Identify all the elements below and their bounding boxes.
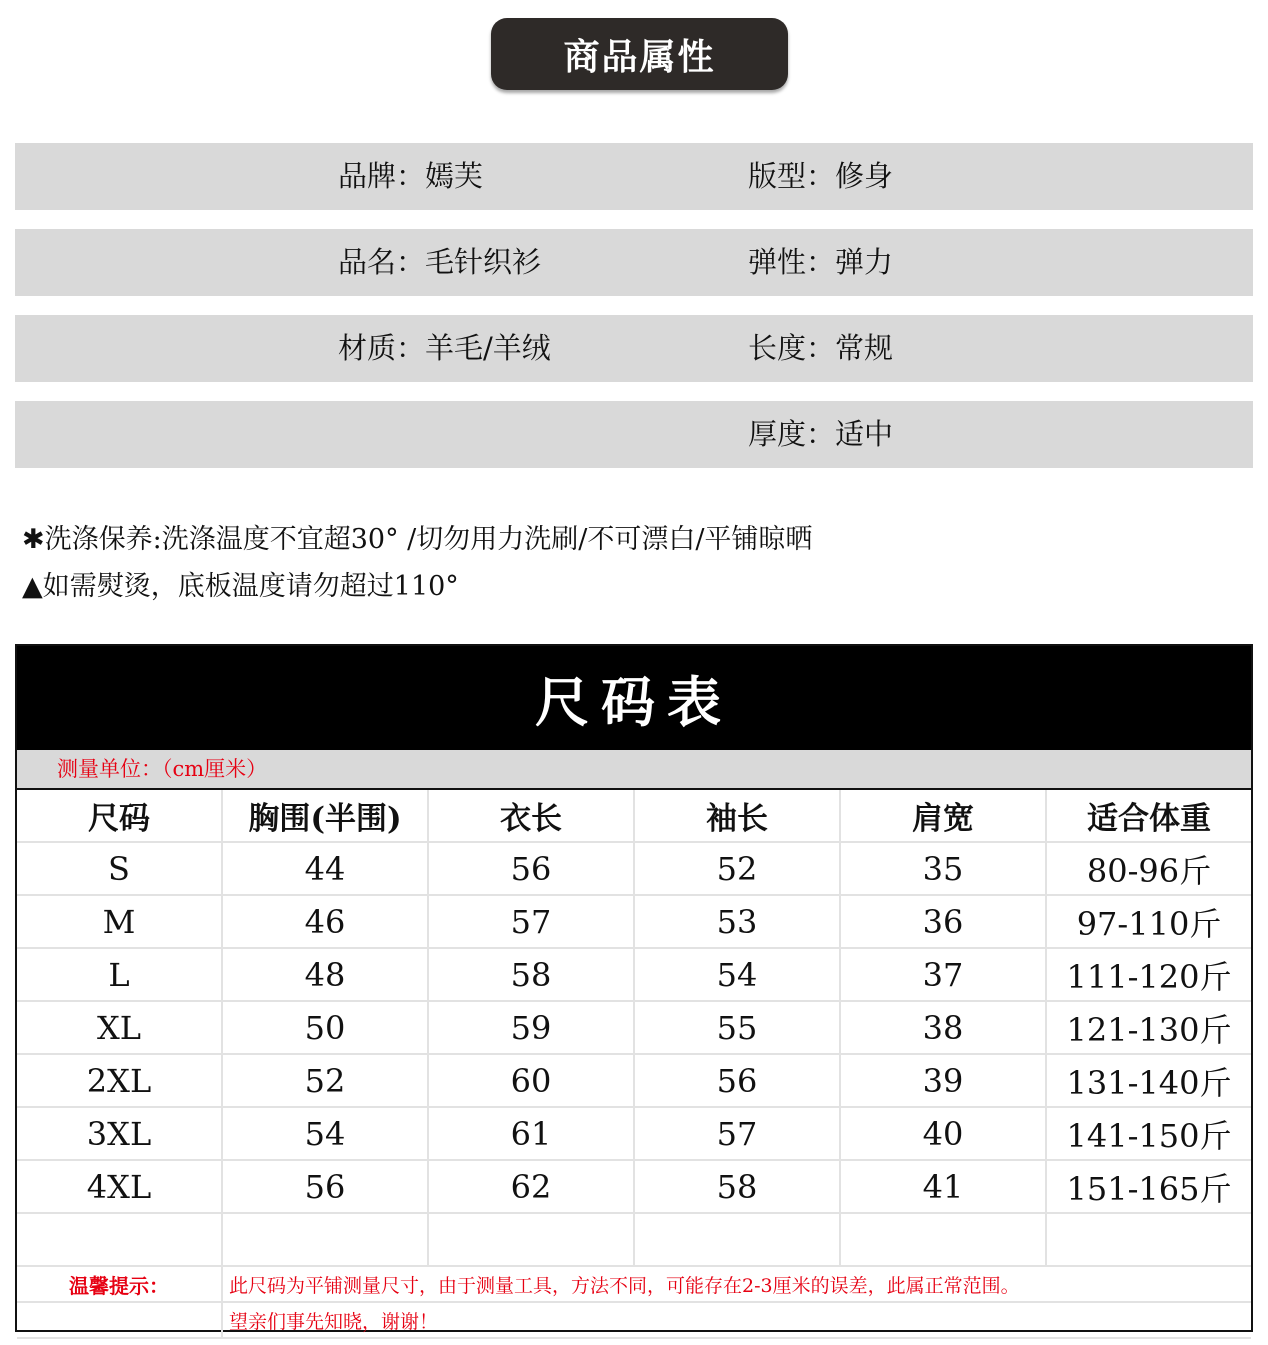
- size-chart: [15, 644, 1253, 1332]
- cell-weight: 97-110斤: [1046, 895, 1251, 948]
- size-table: [17, 790, 1251, 1339]
- cell-length: 56: [428, 842, 634, 895]
- header-chest: 胸围(半围): [222, 790, 428, 842]
- cell-length: 60: [428, 1054, 634, 1107]
- cell-shoulder: 37: [840, 948, 1046, 1001]
- cell-shoulder: 38: [840, 1001, 1046, 1054]
- attribute-row: [15, 143, 1253, 210]
- header-shoulder: 肩宽: [840, 790, 1046, 842]
- cell-shoulder: 36: [840, 895, 1046, 948]
- cell-length: 62: [428, 1160, 634, 1213]
- cell-shoulder: 41: [840, 1160, 1046, 1213]
- cell-size: S: [17, 842, 222, 895]
- care-ironing-note: ▲如需熨烫，底板温度请勿超过110°: [22, 571, 459, 602]
- cell-chest: 46: [222, 895, 428, 948]
- cell-sleeve: 56: [634, 1054, 840, 1107]
- table-row: [17, 842, 1251, 895]
- cell-weight: 131-140斤: [1046, 1054, 1251, 1107]
- table-row: [17, 1107, 1251, 1160]
- header-sleeve: 袖长: [634, 790, 840, 842]
- cell-chest: 54: [222, 1107, 428, 1160]
- cell-sleeve: 58: [634, 1160, 840, 1213]
- attribute-row: [15, 401, 1253, 468]
- cell-weight: 80-96斤: [1046, 842, 1251, 895]
- cell-length: 61: [428, 1107, 634, 1160]
- attribute-material: 材质：羊毛/羊绒: [338, 331, 551, 365]
- cell-size: M: [17, 895, 222, 948]
- empty-cell: [17, 1213, 222, 1266]
- size-chart-title: 尺码表: [17, 646, 1251, 750]
- cell-shoulder: 39: [840, 1054, 1046, 1107]
- cell-sleeve: 54: [634, 948, 840, 1001]
- cell-chest: 52: [222, 1054, 428, 1107]
- cell-sleeve: 53: [634, 895, 840, 948]
- attribute-brand: 品牌：嫣芙: [338, 159, 484, 193]
- attribute-length: 长度：常规: [748, 331, 894, 365]
- cell-size: L: [17, 948, 222, 1001]
- care-washing-note: ✱洗涤保养:洗涤温度不宜超30° /切勿用力洗刷/不可漂白/平铺晾晒: [22, 524, 813, 555]
- attributes-title: 商品属性: [491, 18, 788, 90]
- table-row: [17, 1001, 1251, 1054]
- attribute-thickness: 厚度：适中: [748, 417, 894, 451]
- cell-size: 3XL: [17, 1107, 222, 1160]
- cell-chest: 56: [222, 1160, 428, 1213]
- table-row: [17, 1160, 1251, 1213]
- unit-row: [17, 750, 1251, 790]
- attribute-elasticity: 弹性：弹力: [748, 245, 894, 279]
- attribute-product-name: 品名：毛针织衫: [338, 245, 542, 279]
- table-row: [17, 895, 1251, 948]
- tip-line-1: 此尺码为平铺测量尺寸，由于测量工具，方法不同，可能存在2-3厘米的误差，此属正常范围。: [222, 1266, 1251, 1302]
- cell-chest: 50: [222, 1001, 428, 1054]
- cell-length: 58: [428, 948, 634, 1001]
- tip-row: [17, 1302, 1251, 1338]
- empty-cell: [634, 1213, 840, 1266]
- cell-chest: 44: [222, 842, 428, 895]
- cell-shoulder: 35: [840, 842, 1046, 895]
- attribute-row: [15, 229, 1253, 296]
- cell-size: 2XL: [17, 1054, 222, 1107]
- tip-line-2: 望亲们事先知晓，谢谢！: [222, 1302, 1251, 1338]
- table-row: [17, 948, 1251, 1001]
- cell-size: 4XL: [17, 1160, 222, 1213]
- cell-shoulder: 40: [840, 1107, 1046, 1160]
- table-header-row: [17, 790, 1251, 842]
- header-weight: 适合体重: [1046, 790, 1251, 842]
- cell-sleeve: 57: [634, 1107, 840, 1160]
- cell-size: XL: [17, 1001, 222, 1054]
- empty-cell: [1046, 1213, 1251, 1266]
- cell-sleeve: 52: [634, 842, 840, 895]
- attribute-row: [15, 315, 1253, 382]
- empty-cell: [840, 1213, 1046, 1266]
- tip-label: 温馨提示：: [17, 1266, 222, 1302]
- header-size: 尺码: [17, 790, 222, 842]
- empty-cell: [428, 1213, 634, 1266]
- cell-length: 59: [428, 1001, 634, 1054]
- cell-weight: 141-150斤: [1046, 1107, 1251, 1160]
- cell-weight: 151-165斤: [1046, 1160, 1251, 1213]
- cell-sleeve: 55: [634, 1001, 840, 1054]
- table-row-empty: [17, 1213, 1251, 1266]
- empty-cell: [222, 1213, 428, 1266]
- tip-row: [17, 1266, 1251, 1302]
- cell-weight: 111-120斤: [1046, 948, 1251, 1001]
- table-row: [17, 1054, 1251, 1107]
- attribute-fit: 版型：修身: [748, 159, 894, 193]
- cell-length: 57: [428, 895, 634, 948]
- empty-cell: [17, 1302, 222, 1338]
- cell-chest: 48: [222, 948, 428, 1001]
- unit-note: 测量单位：（cm厘米）: [57, 757, 268, 781]
- header-length: 衣长: [428, 790, 634, 842]
- cell-weight: 121-130斤: [1046, 1001, 1251, 1054]
